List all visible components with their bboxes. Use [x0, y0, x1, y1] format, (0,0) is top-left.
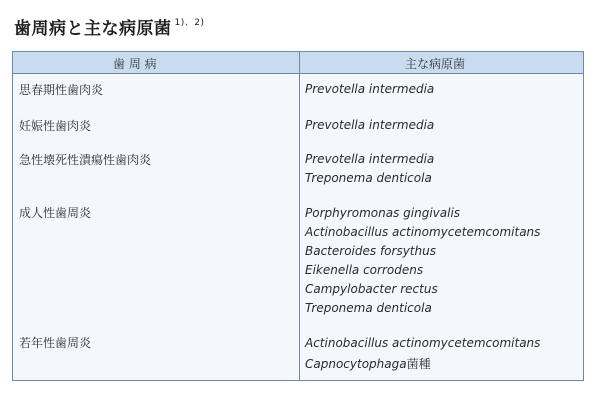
bacteria-item: Treponema denticola [305, 301, 432, 315]
column-divider [299, 52, 300, 380]
bacteria-item: Bacteroides forsythus [305, 244, 436, 258]
disease-cell: 思春期性歯肉炎 [19, 83, 104, 97]
bacteria-item: Actinobacillus actinomycetemcomitans [305, 225, 541, 239]
bacteria-item: Actinobacillus actinomycetemcomitans [305, 336, 541, 350]
bacteria-item: Prevotella intermedia [305, 152, 435, 166]
bacteria-item: Porphyromonas gingivalis [305, 206, 461, 220]
bacteria-item: Campylobacter rectus [305, 282, 438, 296]
bacteria-item: Prevotella intermedia [305, 118, 435, 132]
disease-cell: 若年性歯周炎 [19, 336, 92, 350]
header-pathogen: 主な病原菌 [405, 57, 466, 71]
disease-cell: 急性壊死性潰瘍性歯肉炎 [19, 153, 152, 167]
bacteria-suffix: 菌種 [406, 357, 431, 371]
bacteria-item-with-suffix [305, 355, 431, 372]
disease-cell: 成人性歯周炎 [19, 206, 92, 220]
title-reference: 1)、2) [174, 18, 205, 29]
table-header [13, 52, 583, 74]
page-title [14, 14, 204, 39]
header-disease: 歯 周 病 [113, 57, 157, 71]
bacteria-item: Prevotella intermedia [305, 82, 435, 96]
bacteria-item: Eikenella corrodens [305, 263, 424, 277]
bacteria-genus: Capnocytophaga [305, 357, 407, 371]
title-text: 歯周病と主な病原菌 [14, 19, 172, 39]
pathogen-table [12, 51, 584, 381]
disease-cell: 妊娠性歯肉炎 [19, 119, 92, 133]
bacteria-item: Treponema denticola [305, 171, 432, 185]
